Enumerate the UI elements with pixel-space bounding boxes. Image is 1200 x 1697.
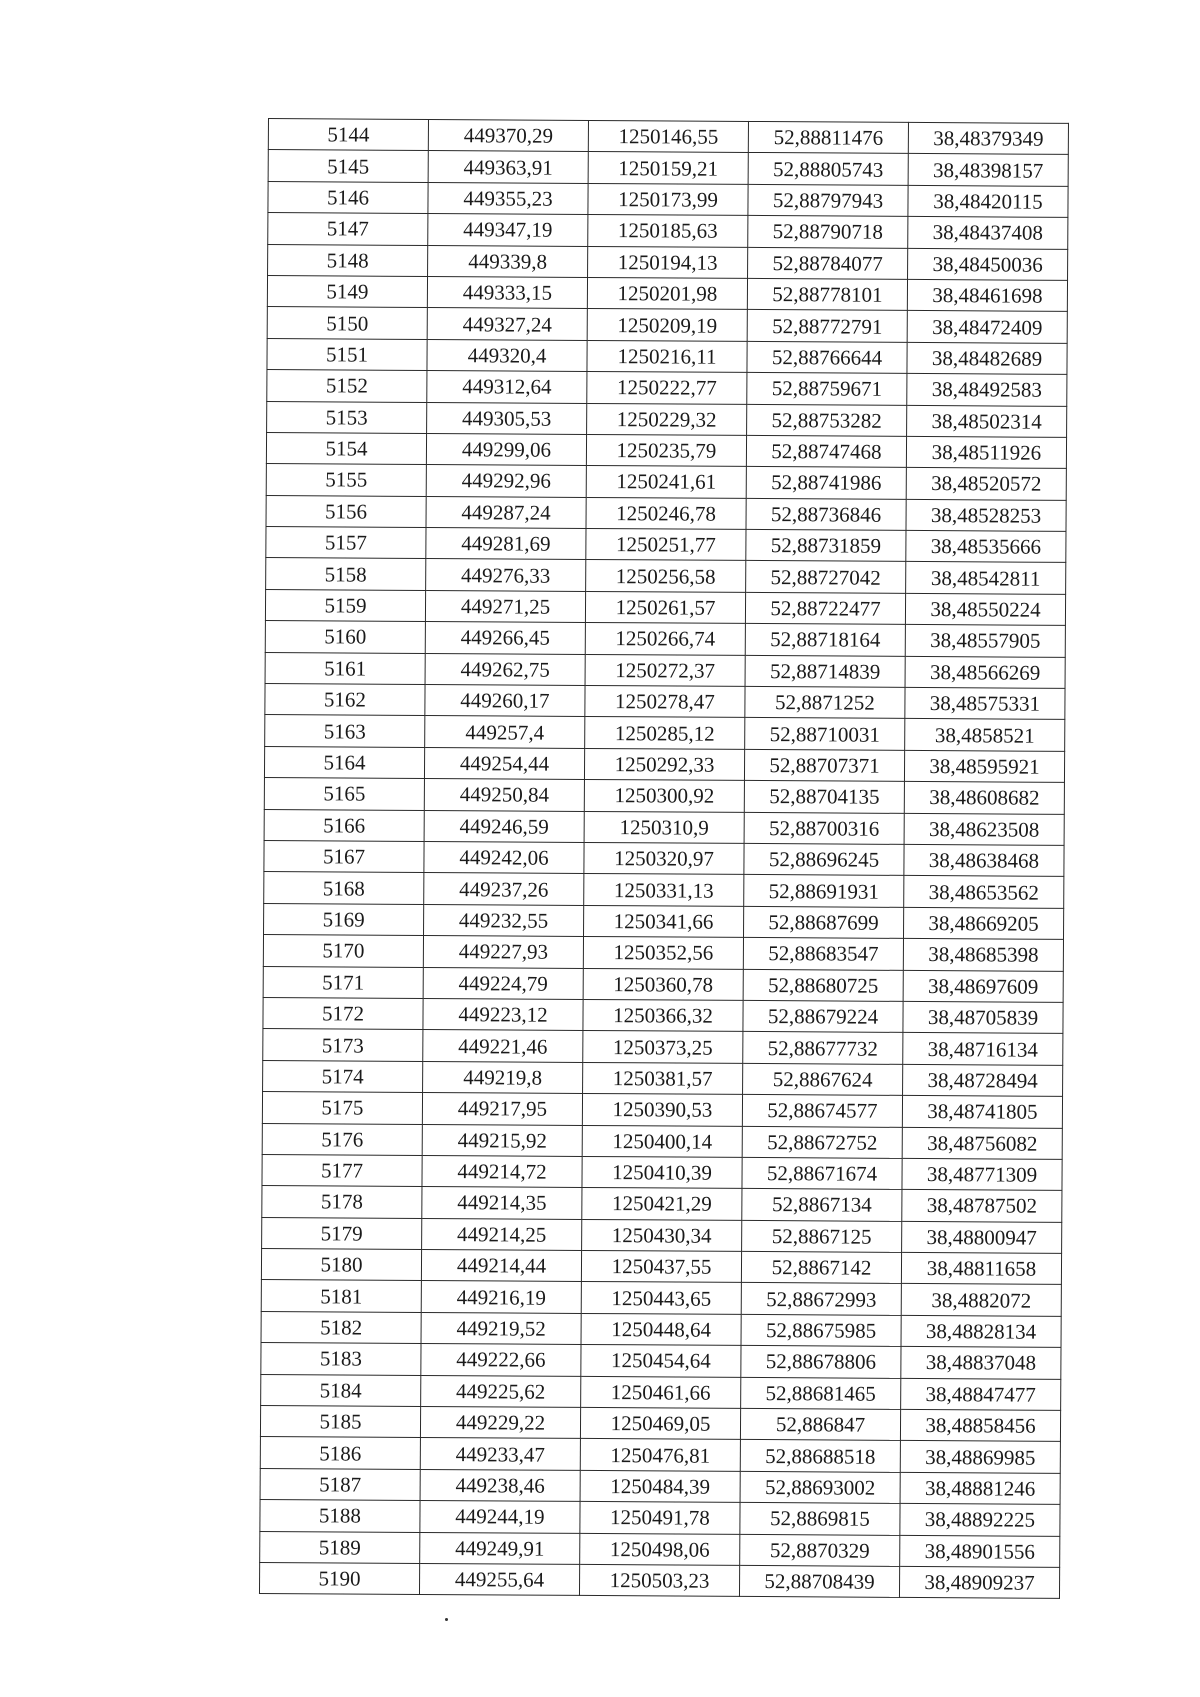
y-coordinate-cell: 1250201,98 — [587, 277, 747, 309]
table-row — [268, 213, 1068, 249]
longitude-cell: 38,48828134 — [901, 1315, 1061, 1347]
y-coordinate-cell: 1250222,77 — [587, 372, 747, 404]
longitude-cell: 38,48837048 — [901, 1347, 1061, 1379]
table-row — [263, 1029, 1063, 1065]
longitude-cell: 38,48716134 — [903, 1033, 1063, 1065]
table-row — [262, 1186, 1062, 1222]
latitude-cell: 52,88718164 — [745, 624, 905, 656]
latitude-cell: 52,88688518 — [740, 1440, 900, 1472]
point-number-cell: 5164 — [264, 746, 424, 778]
x-coordinate-cell: 449215,92 — [422, 1124, 582, 1156]
point-number-cell: 5181 — [261, 1280, 421, 1312]
point-number-cell: 5185 — [260, 1405, 420, 1437]
y-coordinate-cell: 1250216,11 — [587, 340, 747, 372]
y-coordinate-cell: 1250256,58 — [586, 560, 746, 592]
y-coordinate-cell: 1250491,78 — [580, 1502, 740, 1534]
longitude-cell: 38,48398157 — [908, 154, 1068, 186]
point-number-cell: 5188 — [260, 1500, 420, 1532]
table-row — [266, 432, 1066, 468]
longitude-cell: 38,48595921 — [904, 750, 1064, 782]
latitude-cell: 52,88674577 — [742, 1095, 902, 1127]
point-number-cell: 5149 — [267, 275, 427, 307]
latitude-cell: 52,88790718 — [748, 216, 908, 248]
point-number-cell: 5157 — [266, 527, 426, 559]
longitude-cell: 38,48787502 — [902, 1190, 1062, 1222]
point-number-cell: 5148 — [268, 244, 428, 276]
latitude-cell: 52,88710031 — [745, 718, 905, 750]
x-coordinate-cell: 449214,72 — [422, 1155, 582, 1187]
y-coordinate-cell: 1250241,61 — [586, 466, 746, 498]
x-coordinate-cell: 449227,93 — [423, 936, 583, 968]
y-coordinate-cell: 1250410,39 — [582, 1156, 742, 1188]
table-row — [261, 1311, 1061, 1347]
latitude-cell: 52,88707371 — [744, 749, 904, 781]
longitude-cell: 38,48550224 — [905, 593, 1065, 625]
point-number-cell: 5153 — [267, 401, 427, 433]
x-coordinate-cell: 449237,26 — [424, 873, 584, 905]
x-coordinate-cell: 449214,25 — [422, 1218, 582, 1250]
table-row — [264, 778, 1064, 814]
table-row — [263, 997, 1063, 1033]
longitude-cell: 38,48638468 — [904, 844, 1064, 876]
y-coordinate-cell: 1250173,99 — [588, 183, 748, 215]
latitude-cell: 52,886847 — [740, 1408, 900, 1440]
table-row — [262, 1123, 1062, 1159]
y-coordinate-cell: 1250381,57 — [583, 1062, 743, 1094]
table-row — [259, 1562, 1059, 1598]
point-number-cell: 5159 — [265, 589, 425, 621]
x-coordinate-cell: 449255,64 — [419, 1563, 579, 1595]
point-number-cell: 5184 — [261, 1374, 421, 1406]
longitude-cell: 38,48892225 — [900, 1504, 1060, 1536]
point-number-cell: 5155 — [266, 464, 426, 496]
longitude-cell: 38,48881246 — [900, 1472, 1060, 1504]
y-coordinate-cell: 1250310,9 — [584, 811, 744, 843]
longitude-cell: 38,48535666 — [906, 530, 1066, 562]
y-coordinate-cell: 1250320,97 — [584, 842, 744, 874]
point-number-cell: 5145 — [268, 150, 428, 182]
latitude-cell: 52,8867134 — [742, 1189, 902, 1221]
point-number-cell: 5156 — [266, 495, 426, 527]
longitude-cell: 38,48811658 — [901, 1252, 1061, 1284]
point-number-cell: 5154 — [266, 432, 426, 464]
longitude-cell: 38,48847477 — [901, 1378, 1061, 1410]
point-number-cell: 5179 — [262, 1217, 422, 1249]
longitude-cell: 38,48566269 — [905, 656, 1065, 688]
point-number-cell: 5189 — [260, 1531, 420, 1563]
longitude-cell: 38,48869985 — [900, 1441, 1060, 1473]
longitude-cell: 38,48520572 — [906, 468, 1066, 500]
latitude-cell: 52,88696245 — [744, 843, 904, 875]
table-row — [268, 119, 1068, 155]
point-number-cell: 5144 — [268, 119, 428, 151]
point-number-cell: 5172 — [263, 997, 423, 1029]
latitude-cell: 52,8870329 — [740, 1534, 900, 1566]
latitude-cell: 52,88691931 — [744, 875, 904, 907]
table-row — [264, 746, 1064, 782]
latitude-cell: 52,88736846 — [746, 498, 906, 530]
table-row — [263, 935, 1063, 971]
point-number-cell: 5175 — [262, 1092, 422, 1124]
y-coordinate-cell: 1250272,37 — [585, 654, 745, 686]
longitude-cell: 38,48528253 — [906, 499, 1066, 531]
longitude-cell: 38,48542811 — [906, 562, 1066, 594]
x-coordinate-cell: 449214,44 — [421, 1250, 581, 1282]
y-coordinate-cell: 1250285,12 — [585, 717, 745, 749]
table-row — [264, 840, 1064, 876]
point-number-cell: 5162 — [265, 684, 425, 716]
x-coordinate-cell: 449233,47 — [420, 1438, 580, 1470]
table-row — [267, 338, 1067, 374]
x-coordinate-cell: 449216,19 — [421, 1281, 581, 1313]
y-coordinate-cell: 1250209,19 — [587, 309, 747, 341]
x-coordinate-cell: 449232,55 — [424, 904, 584, 936]
table-row — [260, 1468, 1060, 1504]
table-row — [264, 903, 1064, 939]
point-number-cell: 5169 — [264, 903, 424, 935]
x-coordinate-cell: 449339,8 — [428, 245, 588, 277]
latitude-cell: 52,88731859 — [746, 530, 906, 562]
x-coordinate-cell: 449217,95 — [422, 1093, 582, 1125]
x-coordinate-cell: 449250,84 — [424, 779, 584, 811]
y-coordinate-cell: 1250352,56 — [583, 937, 743, 969]
y-coordinate-cell: 1250430,34 — [582, 1219, 742, 1251]
y-coordinate-cell: 1250400,14 — [582, 1125, 742, 1157]
longitude-cell: 38,48909237 — [899, 1566, 1059, 1598]
point-number-cell: 5163 — [265, 715, 425, 747]
longitude-cell: 38,48756082 — [902, 1127, 1062, 1159]
x-coordinate-cell: 449355,23 — [428, 182, 588, 214]
point-number-cell: 5168 — [264, 872, 424, 904]
table-row — [267, 307, 1067, 343]
y-coordinate-cell: 1250454,64 — [581, 1345, 741, 1377]
latitude-cell: 52,88704135 — [744, 781, 904, 813]
x-coordinate-cell: 449271,25 — [425, 590, 585, 622]
longitude-cell: 38,48557905 — [905, 625, 1065, 657]
table-row — [260, 1437, 1060, 1473]
y-coordinate-cell: 1250278,47 — [585, 685, 745, 717]
latitude-cell: 52,88772791 — [747, 310, 907, 342]
y-coordinate-cell: 1250235,79 — [586, 434, 746, 466]
longitude-cell: 38,48685398 — [903, 939, 1063, 971]
latitude-cell: 52,88683547 — [743, 938, 903, 970]
latitude-cell: 52,8867125 — [742, 1220, 902, 1252]
y-coordinate-cell: 1250292,33 — [584, 748, 744, 780]
table-row — [265, 589, 1065, 625]
point-number-cell: 5161 — [265, 652, 425, 684]
latitude-cell: 52,88805743 — [748, 153, 908, 185]
table-row — [268, 150, 1068, 186]
table-row — [268, 181, 1068, 217]
table-row — [263, 966, 1063, 1002]
table-row — [267, 370, 1067, 406]
table-row — [261, 1374, 1061, 1410]
y-coordinate-cell: 1250390,53 — [582, 1094, 742, 1126]
x-coordinate-cell: 449222,66 — [421, 1344, 581, 1376]
point-number-cell: 5186 — [260, 1437, 420, 1469]
y-coordinate-cell: 1250366,32 — [583, 999, 743, 1031]
longitude-cell: 38,48575331 — [905, 687, 1065, 719]
x-coordinate-cell: 449327,24 — [427, 308, 587, 340]
x-coordinate-cell: 449333,15 — [427, 276, 587, 308]
x-coordinate-cell: 449219,8 — [423, 1061, 583, 1093]
longitude-cell: 38,48800947 — [902, 1221, 1062, 1253]
table-row — [263, 1060, 1063, 1096]
table-row — [267, 275, 1067, 311]
table-row — [262, 1154, 1062, 1190]
y-coordinate-cell: 1250373,25 — [583, 1031, 743, 1063]
table-row — [262, 1092, 1062, 1128]
latitude-cell: 52,88766644 — [747, 341, 907, 373]
table-row — [261, 1343, 1061, 1379]
latitude-cell: 52,88727042 — [746, 561, 906, 593]
longitude-cell: 38,4882072 — [901, 1284, 1061, 1316]
scan-speck — [445, 1618, 448, 1621]
x-coordinate-cell: 449347,19 — [428, 214, 588, 246]
point-number-cell: 5170 — [263, 935, 423, 967]
latitude-cell: 52,88681465 — [741, 1377, 901, 1409]
latitude-cell: 52,88700316 — [744, 812, 904, 844]
point-number-cell: 5187 — [260, 1468, 420, 1500]
longitude-cell: 38,48461698 — [907, 279, 1067, 311]
point-number-cell: 5177 — [262, 1154, 422, 1186]
x-coordinate-cell: 449281,69 — [426, 528, 586, 560]
table-row — [268, 244, 1068, 280]
latitude-cell: 52,88679224 — [743, 1000, 903, 1032]
longitude-cell: 38,48482689 — [907, 342, 1067, 374]
longitude-cell: 38,48858456 — [900, 1409, 1060, 1441]
latitude-cell: 52,88741986 — [746, 467, 906, 499]
coordinates-table — [259, 118, 1069, 1599]
point-number-cell: 5171 — [263, 966, 423, 998]
point-number-cell: 5180 — [261, 1249, 421, 1281]
longitude-cell: 38,48502314 — [907, 405, 1067, 437]
latitude-cell: 52,88708439 — [739, 1565, 899, 1597]
x-coordinate-cell: 449262,75 — [425, 653, 585, 685]
y-coordinate-cell: 1250251,77 — [586, 529, 746, 561]
longitude-cell: 38,48728494 — [903, 1064, 1063, 1096]
longitude-cell: 38,48492583 — [907, 374, 1067, 406]
table-row — [261, 1280, 1061, 1316]
y-coordinate-cell: 1250484,39 — [580, 1470, 740, 1502]
longitude-cell: 38,4858521 — [905, 719, 1065, 751]
longitude-cell: 38,48450036 — [908, 248, 1068, 280]
longitude-cell: 38,48901556 — [900, 1535, 1060, 1567]
latitude-cell: 52,88784077 — [748, 247, 908, 279]
table-row — [265, 652, 1065, 688]
longitude-cell: 38,48379349 — [908, 122, 1068, 154]
y-coordinate-cell: 1250498,06 — [580, 1533, 740, 1565]
y-coordinate-cell: 1250461,66 — [581, 1376, 741, 1408]
point-number-cell: 5190 — [259, 1562, 419, 1594]
latitude-cell: 52,88680725 — [743, 969, 903, 1001]
x-coordinate-cell: 449244,19 — [420, 1501, 580, 1533]
table-row — [260, 1405, 1060, 1441]
y-coordinate-cell: 1250437,55 — [581, 1250, 741, 1282]
point-number-cell: 5167 — [264, 840, 424, 872]
point-number-cell: 5151 — [267, 338, 427, 370]
latitude-cell: 52,88677732 — [743, 1032, 903, 1064]
latitude-cell: 52,88687699 — [744, 906, 904, 938]
latitude-cell: 52,8867142 — [741, 1251, 901, 1283]
x-coordinate-cell: 449257,4 — [425, 716, 585, 748]
longitude-cell: 38,48623508 — [904, 813, 1064, 845]
point-number-cell: 5176 — [262, 1123, 422, 1155]
table-row — [266, 527, 1066, 563]
point-number-cell: 5173 — [263, 1029, 423, 1061]
latitude-cell: 52,88672752 — [742, 1126, 902, 1158]
x-coordinate-cell: 449312,64 — [427, 371, 587, 403]
y-coordinate-cell: 1250331,13 — [584, 874, 744, 906]
latitude-cell: 52,8867624 — [743, 1063, 903, 1095]
table-row — [266, 464, 1066, 500]
table-row — [266, 558, 1066, 594]
y-coordinate-cell: 1250421,29 — [582, 1188, 742, 1220]
latitude-cell: 52,88672993 — [741, 1283, 901, 1315]
point-number-cell: 5146 — [268, 181, 428, 213]
latitude-cell: 52,88797943 — [748, 184, 908, 216]
y-coordinate-cell: 1250476,81 — [580, 1439, 740, 1471]
x-coordinate-cell: 449370,29 — [428, 119, 588, 151]
longitude-cell: 38,48771309 — [902, 1158, 1062, 1190]
y-coordinate-cell: 1250448,64 — [581, 1313, 741, 1345]
latitude-cell: 52,88693002 — [740, 1471, 900, 1503]
y-coordinate-cell: 1250159,21 — [588, 152, 748, 184]
table-row — [266, 495, 1066, 531]
latitude-cell: 52,88759671 — [747, 373, 907, 405]
longitude-cell: 38,48511926 — [906, 436, 1066, 468]
point-number-cell: 5147 — [268, 213, 428, 245]
x-coordinate-cell: 449260,17 — [425, 685, 585, 717]
longitude-cell: 38,48669205 — [903, 907, 1063, 939]
point-number-cell: 5182 — [261, 1311, 421, 1343]
table-row — [265, 621, 1065, 657]
x-coordinate-cell: 449292,96 — [426, 465, 586, 497]
x-coordinate-cell: 449305,53 — [427, 402, 587, 434]
longitude-cell: 38,48697609 — [903, 970, 1063, 1002]
longitude-cell: 38,48705839 — [903, 1001, 1063, 1033]
table-row — [260, 1531, 1060, 1567]
x-coordinate-cell: 449225,62 — [421, 1375, 581, 1407]
y-coordinate-cell: 1250185,63 — [588, 215, 748, 247]
longitude-cell: 38,48472409 — [907, 311, 1067, 343]
x-coordinate-cell: 449238,46 — [420, 1469, 580, 1501]
x-coordinate-cell: 449229,22 — [420, 1406, 580, 1438]
latitude-cell: 52,88671674 — [742, 1157, 902, 1189]
point-number-cell: 5158 — [266, 558, 426, 590]
longitude-cell: 38,48420115 — [908, 185, 1068, 217]
y-coordinate-cell: 1250229,32 — [587, 403, 747, 435]
latitude-cell: 52,88778101 — [747, 278, 907, 310]
y-coordinate-cell: 1250503,23 — [579, 1564, 739, 1596]
latitude-cell: 52,88678806 — [741, 1346, 901, 1378]
y-coordinate-cell: 1250300,92 — [584, 780, 744, 812]
x-coordinate-cell: 449214,35 — [422, 1187, 582, 1219]
table-row — [262, 1217, 1062, 1253]
point-number-cell: 5150 — [267, 307, 427, 339]
table-row — [267, 401, 1067, 437]
x-coordinate-cell: 449219,52 — [421, 1312, 581, 1344]
x-coordinate-cell: 449299,06 — [426, 433, 586, 465]
point-number-cell: 5178 — [262, 1186, 422, 1218]
latitude-cell: 52,8869815 — [740, 1503, 900, 1535]
y-coordinate-cell: 1250360,78 — [583, 968, 743, 1000]
latitude-cell: 52,88714839 — [745, 655, 905, 687]
y-coordinate-cell: 1250194,13 — [588, 246, 748, 278]
y-coordinate-cell: 1250266,74 — [585, 623, 745, 655]
coordinates-table-body — [259, 119, 1068, 1599]
point-number-cell: 5165 — [264, 778, 424, 810]
y-coordinate-cell: 1250341,66 — [584, 905, 744, 937]
y-coordinate-cell: 1250469,05 — [580, 1407, 740, 1439]
x-coordinate-cell: 449363,91 — [428, 151, 588, 183]
point-number-cell: 5152 — [267, 370, 427, 402]
x-coordinate-cell: 449287,24 — [426, 496, 586, 528]
table-row — [265, 684, 1065, 720]
latitude-cell: 52,88811476 — [748, 121, 908, 153]
table-row — [260, 1500, 1060, 1536]
latitude-cell: 52,8871252 — [745, 686, 905, 718]
x-coordinate-cell: 449320,4 — [427, 339, 587, 371]
y-coordinate-cell: 1250146,55 — [588, 120, 748, 152]
y-coordinate-cell: 1250443,65 — [581, 1282, 741, 1314]
table-row — [261, 1249, 1061, 1285]
x-coordinate-cell: 449266,45 — [425, 622, 585, 654]
y-coordinate-cell: 1250261,57 — [585, 591, 745, 623]
x-coordinate-cell: 449221,46 — [423, 1030, 583, 1062]
point-number-cell: 5160 — [265, 621, 425, 653]
point-number-cell: 5174 — [263, 1060, 423, 1092]
latitude-cell: 52,88722477 — [745, 592, 905, 624]
x-coordinate-cell: 449223,12 — [423, 998, 583, 1030]
table-row — [265, 715, 1065, 751]
latitude-cell: 52,88753282 — [747, 404, 907, 436]
x-coordinate-cell: 449249,91 — [420, 1532, 580, 1564]
latitude-cell: 52,88747468 — [746, 435, 906, 467]
longitude-cell: 38,48653562 — [904, 876, 1064, 908]
x-coordinate-cell: 449254,44 — [424, 747, 584, 779]
longitude-cell: 38,48608682 — [904, 782, 1064, 814]
point-number-cell: 5166 — [264, 809, 424, 841]
x-coordinate-cell: 449224,79 — [423, 967, 583, 999]
longitude-cell: 38,48741805 — [902, 1096, 1062, 1128]
table-row — [264, 809, 1064, 845]
latitude-cell: 52,88675985 — [741, 1314, 901, 1346]
x-coordinate-cell: 449242,06 — [424, 841, 584, 873]
longitude-cell: 38,48437408 — [908, 217, 1068, 249]
x-coordinate-cell: 449246,59 — [424, 810, 584, 842]
y-coordinate-cell: 1250246,78 — [586, 497, 746, 529]
point-number-cell: 5183 — [261, 1343, 421, 1375]
table-row — [264, 872, 1064, 908]
x-coordinate-cell: 449276,33 — [426, 559, 586, 591]
